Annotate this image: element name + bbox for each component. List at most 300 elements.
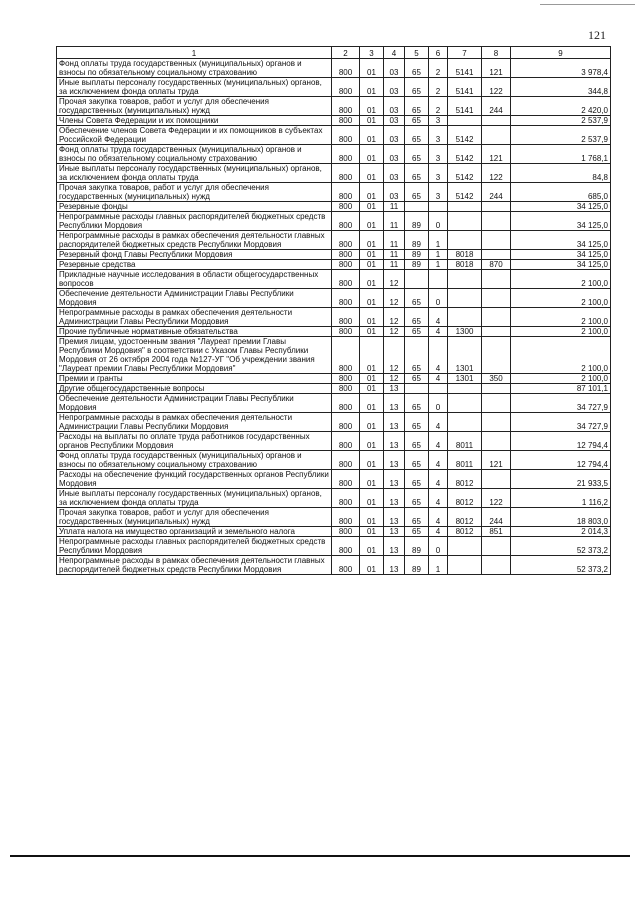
subsection-code-cell: 03 <box>384 145 405 164</box>
subsection-code-cell: 11 <box>384 250 405 260</box>
table-row <box>57 183 611 202</box>
subsection-code-cell: 13 <box>384 470 405 489</box>
subprogram-code-cell: 4 <box>429 432 448 451</box>
subsection-code-cell: 12 <box>384 327 405 337</box>
program-code-cell: 65 <box>405 508 429 527</box>
subprogram-code-cell: 0 <box>429 537 448 556</box>
subsection-code-cell: 03 <box>384 126 405 145</box>
section-code-cell: 01 <box>360 537 384 556</box>
target-code-cell <box>448 212 482 231</box>
budget-table <box>56 46 611 575</box>
target-code-cell: 5141 <box>448 97 482 116</box>
column-header: 8 <box>482 47 511 59</box>
subprogram-code-cell: 4 <box>429 337 448 374</box>
table-row <box>57 556 611 575</box>
program-code-cell: 89 <box>405 231 429 250</box>
expense-name-cell: Расходы на выплаты по оплате труда работников государственных органов Республики Мордовия <box>57 432 332 451</box>
table-row <box>57 212 611 231</box>
subsection-code-cell: 13 <box>384 527 405 537</box>
program-code-cell: 89 <box>405 250 429 260</box>
target-code-cell: 5141 <box>448 78 482 97</box>
amount-cell: 34 125,0 <box>511 212 611 231</box>
ministry-code-cell: 800 <box>332 202 360 212</box>
target-code-cell: 8018 <box>448 260 482 270</box>
expense-name-cell: Резервный фонд Главы Республики Мордовия <box>57 250 332 260</box>
table-row <box>57 374 611 384</box>
subprogram-code-cell: 4 <box>429 308 448 327</box>
table-body <box>57 59 611 575</box>
subsection-code-cell: 11 <box>384 212 405 231</box>
amount-cell: 34 727,9 <box>511 394 611 413</box>
expense-type-cell <box>482 116 511 126</box>
ministry-code-cell: 800 <box>332 289 360 308</box>
ministry-code-cell: 800 <box>332 413 360 432</box>
expense-name-cell: Премии и гранты <box>57 374 332 384</box>
amount-cell: 3 978,4 <box>511 59 611 78</box>
section-code-cell: 01 <box>360 116 384 126</box>
ministry-code-cell: 800 <box>332 374 360 384</box>
subsection-code-cell: 13 <box>384 489 405 508</box>
program-code-cell: 89 <box>405 260 429 270</box>
amount-cell: 2 100,0 <box>511 337 611 374</box>
expense-type-cell <box>482 231 511 250</box>
amount-cell: 2 537,9 <box>511 116 611 126</box>
target-code-cell: 5141 <box>448 59 482 78</box>
expense-name-cell: Фонд оплаты труда государственных (муниципальных) органов и взносы по обязательному социальному страхованию <box>57 59 332 78</box>
ministry-code-cell: 800 <box>332 183 360 202</box>
section-code-cell: 01 <box>360 97 384 116</box>
section-code-cell: 01 <box>360 337 384 374</box>
expense-name-cell: Непрограммные расходы в рамках обеспечения деятельности Администрации Главы Республики Мордовия <box>57 308 332 327</box>
ministry-code-cell: 800 <box>332 126 360 145</box>
table-row <box>57 202 611 212</box>
target-code-cell: 8012 <box>448 508 482 527</box>
amount-cell: 685,0 <box>511 183 611 202</box>
program-code-cell: 65 <box>405 183 429 202</box>
program-code-cell: 65 <box>405 432 429 451</box>
target-code-cell <box>448 289 482 308</box>
target-code-cell <box>448 231 482 250</box>
ministry-code-cell: 800 <box>332 394 360 413</box>
target-code-cell: 8018 <box>448 250 482 260</box>
amount-cell: 84,8 <box>511 164 611 183</box>
amount-cell: 2 100,0 <box>511 374 611 384</box>
subprogram-code-cell: 2 <box>429 59 448 78</box>
subsection-code-cell: 13 <box>384 394 405 413</box>
expense-name-cell: Уплата налога на имущество организаций и земельного налога <box>57 527 332 537</box>
section-code-cell: 01 <box>360 327 384 337</box>
section-code-cell: 01 <box>360 270 384 289</box>
expense-type-cell: 851 <box>482 527 511 537</box>
ministry-code-cell: 800 <box>332 260 360 270</box>
section-code-cell: 01 <box>360 470 384 489</box>
subprogram-code-cell: 0 <box>429 394 448 413</box>
expense-name-cell: Прочая закупка товаров, работ и услуг для обеспечения государственных (муниципальных) нужд <box>57 97 332 116</box>
amount-cell: 1 116,2 <box>511 489 611 508</box>
subsection-code-cell: 03 <box>384 183 405 202</box>
section-code-cell: 01 <box>360 183 384 202</box>
amount-cell: 18 803,0 <box>511 508 611 527</box>
program-code-cell: 65 <box>405 374 429 384</box>
ministry-code-cell: 800 <box>332 527 360 537</box>
section-code-cell: 01 <box>360 374 384 384</box>
subprogram-code-cell <box>429 270 448 289</box>
expense-type-cell <box>482 470 511 489</box>
expense-type-cell: 244 <box>482 508 511 527</box>
program-code-cell <box>405 270 429 289</box>
target-code-cell: 8011 <box>448 451 482 470</box>
table-row <box>57 59 611 78</box>
expense-type-cell: 244 <box>482 183 511 202</box>
target-code-cell: 5142 <box>448 145 482 164</box>
subprogram-code-cell: 0 <box>429 289 448 308</box>
subsection-code-cell: 12 <box>384 374 405 384</box>
column-header: 5 <box>405 47 429 59</box>
section-code-cell: 01 <box>360 202 384 212</box>
section-code-cell: 01 <box>360 145 384 164</box>
column-header: 1 <box>57 47 332 59</box>
table-row <box>57 537 611 556</box>
ministry-code-cell: 800 <box>332 145 360 164</box>
target-code-cell <box>448 413 482 432</box>
column-header: 6 <box>429 47 448 59</box>
ministry-code-cell: 800 <box>332 537 360 556</box>
expense-name-cell: Обеспечение деятельности Администрации Главы Республики Мордовия <box>57 289 332 308</box>
subprogram-code-cell: 2 <box>429 78 448 97</box>
subprogram-code-cell: 3 <box>429 116 448 126</box>
subsection-code-cell: 13 <box>384 413 405 432</box>
expense-name-cell: Фонд оплаты труда государственных (муниципальных) органов и взносы по обязательному социальному страхованию <box>57 145 332 164</box>
section-code-cell: 01 <box>360 260 384 270</box>
table-row <box>57 231 611 250</box>
program-code-cell: 65 <box>405 413 429 432</box>
ministry-code-cell: 800 <box>332 270 360 289</box>
program-code-cell: 89 <box>405 537 429 556</box>
ministry-code-cell: 800 <box>332 97 360 116</box>
expense-name-cell: Прочая закупка товаров, работ и услуг для обеспечения государственных (муниципальных) нужд <box>57 508 332 527</box>
ministry-code-cell: 800 <box>332 250 360 260</box>
subsection-code-cell: 13 <box>384 508 405 527</box>
program-code-cell: 65 <box>405 470 429 489</box>
table-header-row <box>57 47 611 59</box>
program-code-cell: 65 <box>405 97 429 116</box>
program-code-cell: 65 <box>405 394 429 413</box>
subsection-code-cell: 13 <box>384 537 405 556</box>
expense-type-cell: 350 <box>482 374 511 384</box>
table-row <box>57 116 611 126</box>
subprogram-code-cell: 2 <box>429 97 448 116</box>
expense-name-cell: Расходы на обеспечение функций государственных органов Республики Мордовия <box>57 470 332 489</box>
expense-name-cell: Непрограммные расходы в рамках обеспечения деятельности главных распорядителей бюджетных средств Республики Мордовия <box>57 231 332 250</box>
expense-name-cell: Иные выплаты персоналу государственных (муниципальных) органов, за исключением фонда оплаты труда <box>57 78 332 97</box>
table-row <box>57 470 611 489</box>
subprogram-code-cell: 4 <box>429 413 448 432</box>
target-code-cell: 8011 <box>448 432 482 451</box>
amount-cell: 2 100,0 <box>511 289 611 308</box>
column-header: 4 <box>384 47 405 59</box>
table-row <box>57 97 611 116</box>
expense-name-cell: Обеспечение деятельности Администрации Главы Республики Мордовия <box>57 394 332 413</box>
section-code-cell: 01 <box>360 308 384 327</box>
amount-cell: 34 727,9 <box>511 413 611 432</box>
section-code-cell: 01 <box>360 164 384 183</box>
amount-cell: 2 420,0 <box>511 97 611 116</box>
expense-type-cell <box>482 202 511 212</box>
expense-name-cell: Непрограммные расходы в рамках обеспечения деятельности главных распорядителей бюджетных средств Республики Мордовия <box>57 556 332 575</box>
expense-type-cell <box>482 384 511 394</box>
amount-cell: 2 537,9 <box>511 126 611 145</box>
amount-cell: 34 125,0 <box>511 260 611 270</box>
subsection-code-cell: 13 <box>384 432 405 451</box>
ministry-code-cell: 800 <box>332 384 360 394</box>
subsection-code-cell: 12 <box>384 270 405 289</box>
expense-type-cell: 122 <box>482 78 511 97</box>
ministry-code-cell: 800 <box>332 470 360 489</box>
ministry-code-cell: 800 <box>332 489 360 508</box>
section-code-cell: 01 <box>360 384 384 394</box>
table-row <box>57 413 611 432</box>
amount-cell: 2 100,0 <box>511 308 611 327</box>
section-code-cell: 01 <box>360 394 384 413</box>
subsection-code-cell: 03 <box>384 78 405 97</box>
target-code-cell <box>448 394 482 413</box>
amount-cell: 34 125,0 <box>511 231 611 250</box>
expense-type-cell <box>482 327 511 337</box>
expense-name-cell: Прочая закупка товаров, работ и услуг для обеспечения государственных (муниципальных) нужд <box>57 183 332 202</box>
table-row <box>57 384 611 394</box>
ministry-code-cell: 800 <box>332 451 360 470</box>
top-rule <box>540 4 635 5</box>
program-code-cell: 89 <box>405 212 429 231</box>
program-code-cell: 65 <box>405 126 429 145</box>
table-row <box>57 337 611 374</box>
program-code-cell: 65 <box>405 289 429 308</box>
subprogram-code-cell: 4 <box>429 470 448 489</box>
table-row <box>57 164 611 183</box>
target-code-cell: 1300 <box>448 327 482 337</box>
expense-name-cell: Непрограммные расходы главных распорядителей бюджетных средств Республики Мордовия <box>57 212 332 231</box>
program-code-cell <box>405 202 429 212</box>
expense-type-cell <box>482 289 511 308</box>
table-row <box>57 527 611 537</box>
section-code-cell: 01 <box>360 231 384 250</box>
section-code-cell: 01 <box>360 451 384 470</box>
expense-name-cell: Прочие публичные нормативные обязательства <box>57 327 332 337</box>
section-code-cell: 01 <box>360 489 384 508</box>
ministry-code-cell: 800 <box>332 432 360 451</box>
program-code-cell: 65 <box>405 78 429 97</box>
expense-name-cell: Другие общегосударственные вопросы <box>57 384 332 394</box>
expense-name-cell: Непрограммные расходы главных распорядителей бюджетных средств Республики Мордовия <box>57 537 332 556</box>
ministry-code-cell: 800 <box>332 78 360 97</box>
section-code-cell: 01 <box>360 508 384 527</box>
target-code-cell <box>448 537 482 556</box>
target-code-cell: 8012 <box>448 489 482 508</box>
amount-cell: 34 125,0 <box>511 202 611 212</box>
table-row <box>57 270 611 289</box>
expense-name-cell: Фонд оплаты труда государственных (муниципальных) органов и взносы по обязательному социальному страхованию <box>57 451 332 470</box>
subsection-code-cell: 03 <box>384 97 405 116</box>
program-code-cell: 89 <box>405 556 429 575</box>
table-row <box>57 489 611 508</box>
amount-cell: 21 933,5 <box>511 470 611 489</box>
table-row <box>57 289 611 308</box>
expense-type-cell <box>482 432 511 451</box>
target-code-cell <box>448 384 482 394</box>
program-code-cell: 65 <box>405 489 429 508</box>
expense-type-cell <box>482 413 511 432</box>
target-code-cell <box>448 270 482 289</box>
page-number: 121 <box>588 28 606 42</box>
amount-cell: 52 373,2 <box>511 556 611 575</box>
program-code-cell <box>405 384 429 394</box>
program-code-cell: 65 <box>405 164 429 183</box>
subsection-code-cell: 03 <box>384 164 405 183</box>
ministry-code-cell: 800 <box>332 116 360 126</box>
program-code-cell: 65 <box>405 337 429 374</box>
table-row <box>57 250 611 260</box>
expense-type-cell: 122 <box>482 164 511 183</box>
ministry-code-cell: 800 <box>332 231 360 250</box>
expense-name-cell: Резервные фонды <box>57 202 332 212</box>
target-code-cell <box>448 202 482 212</box>
target-code-cell <box>448 556 482 575</box>
section-code-cell: 01 <box>360 289 384 308</box>
amount-cell: 2 014,3 <box>511 527 611 537</box>
expense-name-cell: Непрограммные расходы в рамках обеспечения деятельности Администрации Главы Республики Мордовия <box>57 413 332 432</box>
expense-name-cell: Иные выплаты персоналу государственных (муниципальных) органов, за исключением фонда оплаты труда <box>57 164 332 183</box>
ministry-code-cell: 800 <box>332 556 360 575</box>
subsection-code-cell: 11 <box>384 260 405 270</box>
section-code-cell: 01 <box>360 413 384 432</box>
table-row <box>57 78 611 97</box>
subsection-code-cell: 11 <box>384 202 405 212</box>
section-code-cell: 01 <box>360 126 384 145</box>
amount-cell: 2 100,0 <box>511 327 611 337</box>
target-code-cell <box>448 116 482 126</box>
target-code-cell: 5142 <box>448 126 482 145</box>
program-code-cell: 65 <box>405 145 429 164</box>
expense-name-cell: Иные выплаты персоналу государственных (муниципальных) органов, за исключением фонда оплаты труда <box>57 489 332 508</box>
ministry-code-cell: 800 <box>332 308 360 327</box>
target-code-cell: 8012 <box>448 527 482 537</box>
expense-name-cell: Прикладные научные исследования в области общегосударственных вопросов <box>57 270 332 289</box>
target-code-cell <box>448 308 482 327</box>
amount-cell: 344,8 <box>511 78 611 97</box>
section-code-cell: 01 <box>360 78 384 97</box>
target-code-cell: 5142 <box>448 183 482 202</box>
expense-type-cell <box>482 212 511 231</box>
subsection-code-cell: 11 <box>384 231 405 250</box>
column-header: 9 <box>511 47 611 59</box>
table-row <box>57 508 611 527</box>
program-code-cell: 65 <box>405 308 429 327</box>
table-row <box>57 394 611 413</box>
expense-name-cell: Обеспечение членов Совета Федерации и их помощников в субъектах Российской Федерации <box>57 126 332 145</box>
expense-type-cell <box>482 250 511 260</box>
subsection-code-cell: 12 <box>384 289 405 308</box>
subprogram-code-cell: 3 <box>429 183 448 202</box>
expense-name-cell: Резервные средства <box>57 260 332 270</box>
subsection-code-cell: 12 <box>384 337 405 374</box>
table-row <box>57 327 611 337</box>
subprogram-code-cell: 3 <box>429 145 448 164</box>
subsection-code-cell: 13 <box>384 384 405 394</box>
table-row <box>57 451 611 470</box>
expense-type-cell <box>482 126 511 145</box>
section-code-cell: 01 <box>360 432 384 451</box>
expense-name-cell: Премия лицам, удостоенным звания "Лауреат премии Главы Республики Мордовия" в соответствии с Указом Главы Республики Мордовия от 26 октября 2004 года №127-УГ "Об учреждении звания "Лауреат премии Главы Республики Мордовия" <box>57 337 332 374</box>
bottom-rule <box>10 855 630 857</box>
expense-type-cell <box>482 537 511 556</box>
subsection-code-cell: 03 <box>384 116 405 126</box>
subprogram-code-cell: 0 <box>429 212 448 231</box>
subprogram-code-cell: 4 <box>429 374 448 384</box>
amount-cell: 2 100,0 <box>511 270 611 289</box>
expense-type-cell <box>482 556 511 575</box>
subprogram-code-cell: 4 <box>429 489 448 508</box>
table-row <box>57 260 611 270</box>
table-row <box>57 145 611 164</box>
ministry-code-cell: 800 <box>332 337 360 374</box>
column-header: 7 <box>448 47 482 59</box>
table-row <box>57 126 611 145</box>
amount-cell: 12 794,4 <box>511 451 611 470</box>
section-code-cell: 01 <box>360 556 384 575</box>
target-code-cell: 8012 <box>448 470 482 489</box>
table-row <box>57 432 611 451</box>
expense-type-cell: 122 <box>482 489 511 508</box>
target-code-cell: 1301 <box>448 374 482 384</box>
subsection-code-cell: 13 <box>384 451 405 470</box>
expense-type-cell: 244 <box>482 97 511 116</box>
amount-cell: 34 125,0 <box>511 250 611 260</box>
amount-cell: 1 768,1 <box>511 145 611 164</box>
program-code-cell: 65 <box>405 59 429 78</box>
subprogram-code-cell: 1 <box>429 250 448 260</box>
column-header: 2 <box>332 47 360 59</box>
subprogram-code-cell: 3 <box>429 126 448 145</box>
subprogram-code-cell: 1 <box>429 231 448 250</box>
expense-type-cell: 870 <box>482 260 511 270</box>
subprogram-code-cell <box>429 202 448 212</box>
subprogram-code-cell <box>429 384 448 394</box>
section-code-cell: 01 <box>360 250 384 260</box>
subprogram-code-cell: 1 <box>429 260 448 270</box>
ministry-code-cell: 800 <box>332 327 360 337</box>
program-code-cell: 65 <box>405 527 429 537</box>
subsection-code-cell: 03 <box>384 59 405 78</box>
subprogram-code-cell: 4 <box>429 527 448 537</box>
expense-type-cell <box>482 337 511 374</box>
expense-type-cell <box>482 270 511 289</box>
table-row <box>57 308 611 327</box>
subprogram-code-cell: 4 <box>429 508 448 527</box>
program-code-cell: 65 <box>405 327 429 337</box>
expense-type-cell: 121 <box>482 145 511 164</box>
expense-type-cell <box>482 394 511 413</box>
ministry-code-cell: 800 <box>332 212 360 231</box>
amount-cell: 52 373,2 <box>511 537 611 556</box>
program-code-cell: 65 <box>405 116 429 126</box>
subsection-code-cell: 12 <box>384 308 405 327</box>
section-code-cell: 01 <box>360 59 384 78</box>
expense-type-cell: 121 <box>482 59 511 78</box>
target-code-cell: 1301 <box>448 337 482 374</box>
subprogram-code-cell: 4 <box>429 451 448 470</box>
target-code-cell: 5142 <box>448 164 482 183</box>
program-code-cell: 65 <box>405 451 429 470</box>
